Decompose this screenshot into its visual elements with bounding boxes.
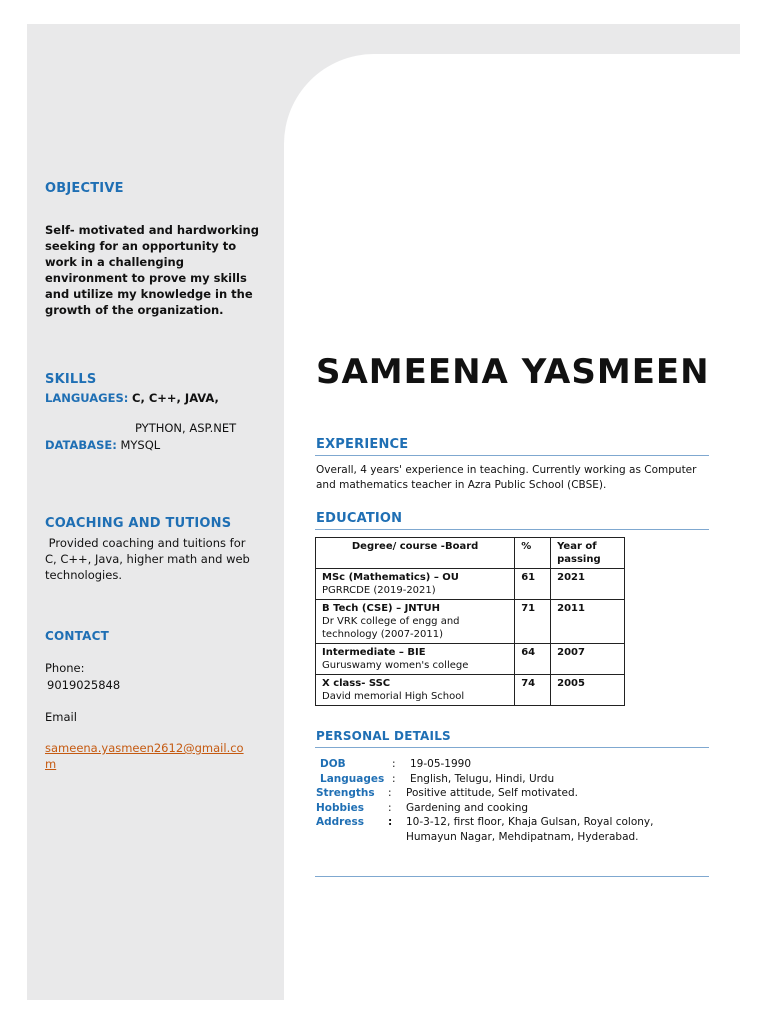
colon: :	[392, 758, 396, 770]
address-value: 10-3-12, first floor, Khaja Gulsan, Royal colony, Humayun Nagar, Mehdipatnam, Hyderabad.	[406, 816, 654, 843]
degree-cell	[316, 644, 515, 675]
experience-title: EXPERIENCE	[316, 437, 409, 452]
phone-label: Phone:	[45, 661, 85, 675]
email-value-continued[interactable]: m	[45, 757, 57, 771]
education-divider	[315, 529, 709, 530]
languages-detail-value: English, Telugu, Hindi, Urdu	[410, 772, 555, 785]
table-row	[316, 644, 625, 675]
colon: :	[392, 772, 396, 785]
list-item	[316, 786, 700, 801]
main-content-background	[284, 54, 768, 1014]
degree-cell	[316, 675, 515, 706]
dob-value: 19-05-1990	[410, 758, 472, 770]
education-title: EDUCATION	[316, 511, 403, 526]
strengths-label: Strengths	[316, 787, 375, 799]
phone-value: 9019025848	[47, 678, 121, 692]
header-degree: Degree/ course -Board	[316, 538, 515, 569]
education-header-row	[316, 538, 625, 569]
list-item	[316, 772, 700, 787]
contact-title: CONTACT	[45, 629, 109, 643]
languages-detail-label: Languages	[320, 772, 385, 785]
degree-institution: Dr VRK college of engg and technology (2007-2011)	[322, 616, 460, 640]
percent-cell: 74	[515, 675, 551, 706]
colon: :	[388, 787, 392, 799]
candidate-name: SAMEENA YASMEEN	[316, 352, 710, 392]
experience-text: Overall, 4 years' experience in teaching. Currently working as Computer and mathematics teacher in Azra Public School (CBSE).	[316, 464, 697, 491]
coaching-text: Provided coaching and tuitions for C, C++, Java, higher math and web technologies.	[45, 536, 254, 582]
year-cell: 2005	[551, 675, 625, 706]
personal-details-title: PERSONAL DETAILS	[316, 729, 451, 743]
skills-languages	[45, 390, 275, 406]
degree-title: X class- SSC	[322, 678, 391, 689]
colon: :	[388, 816, 393, 828]
bottom-divider	[315, 876, 709, 877]
education-table	[315, 537, 625, 706]
degree-cell	[316, 569, 515, 600]
email-value[interactable]: sameena.yasmeen2612@gmail.co	[45, 741, 244, 755]
experience-divider	[315, 455, 709, 456]
address-label: Address	[316, 816, 364, 828]
table-row	[316, 569, 625, 600]
languages-value: C, C++, JAVA,	[132, 391, 219, 405]
year-cell: 2011	[551, 600, 625, 644]
languages-label: LANGUAGES:	[45, 391, 129, 405]
header-year: Year of passing	[551, 538, 625, 569]
colon: :	[388, 801, 392, 814]
degree-institution: David memorial High School	[322, 691, 465, 702]
strengths-value: Positive attitude, Self motivated.	[406, 787, 578, 799]
skills-title: SKILLS	[45, 372, 97, 387]
objective-title: OBJECTIVE	[45, 181, 124, 196]
languages-value-continued: PYTHON, ASP.NET	[135, 421, 237, 435]
table-row	[316, 675, 625, 706]
degree-title: MSc (Mathematics) – OU	[322, 572, 459, 583]
personal-details-divider	[315, 747, 709, 748]
degree-title: Intermediate – BIE	[322, 647, 426, 658]
year-cell: 2007	[551, 644, 625, 675]
percent-cell: 64	[515, 644, 551, 675]
degree-cell	[316, 600, 515, 644]
email-link[interactable]	[45, 740, 244, 772]
hobbies-label: Hobbies	[316, 801, 365, 814]
email-label: Email	[45, 710, 77, 724]
percent-cell: 61	[515, 569, 551, 600]
degree-institution: Guruswamy women's college	[322, 660, 469, 671]
header-percent: %	[515, 538, 551, 569]
database-label: DATABASE:	[45, 438, 117, 452]
coaching-title: COACHING AND TUTIONS	[45, 516, 232, 531]
database-value: MYSQL	[120, 438, 161, 452]
personal-details-list	[316, 757, 700, 844]
list-item	[316, 757, 700, 772]
skills-database	[45, 437, 160, 453]
objective-text: Self- motivated and hardworking seeking for an opportunity to work in a challenging environment to prove my skills and utilize my knowledge in the growth of the organization.	[45, 223, 259, 317]
hobbies-value: Gardening and cooking	[406, 801, 529, 814]
year-cell: 2021	[551, 569, 625, 600]
list-item	[316, 815, 700, 844]
percent-cell: 71	[515, 600, 551, 644]
list-item	[316, 801, 700, 816]
degree-institution: PGRRCDE (2019-2021)	[322, 585, 436, 596]
degree-title: B Tech (CSE) – JNTUH	[322, 603, 440, 614]
table-row	[316, 600, 625, 644]
dob-label: DOB	[320, 758, 346, 770]
